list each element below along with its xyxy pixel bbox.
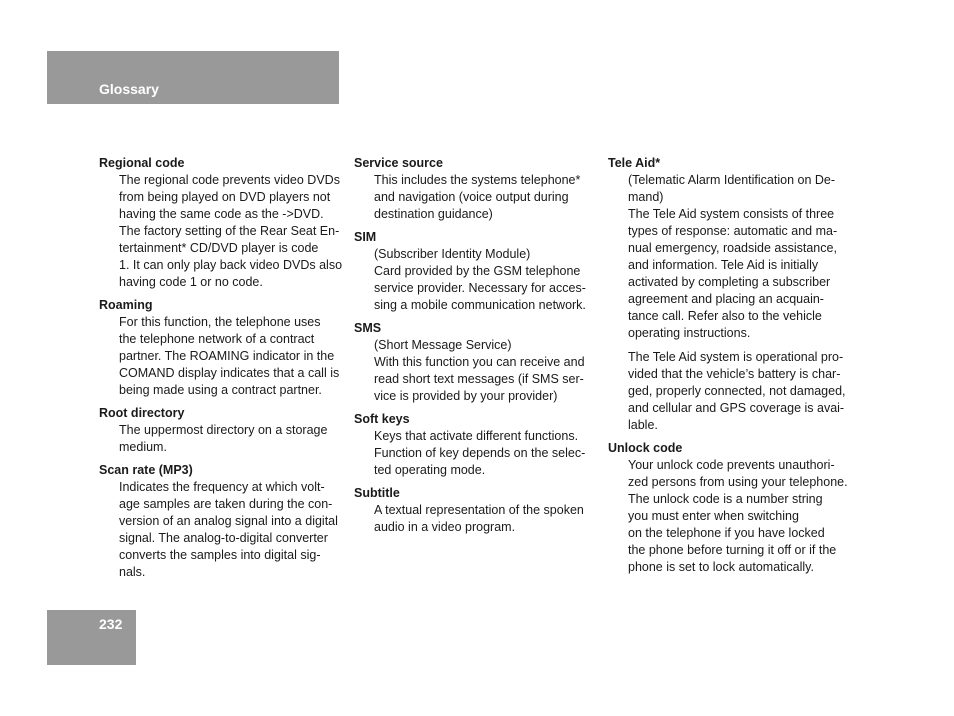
definition-line: medium. bbox=[119, 440, 167, 454]
glossary-entry bbox=[608, 155, 853, 434]
definition-line: COMAND display indicates that a call is bbox=[119, 366, 340, 380]
definition-line: Indicates the frequency at which volt- bbox=[119, 480, 325, 494]
definition-line: on the telephone if you have locked bbox=[628, 526, 825, 540]
definition-line: nals. bbox=[119, 565, 146, 579]
definition-line: The Tele Aid system consists of three bbox=[628, 207, 835, 221]
definition-line: partner. The ROAMING indicator in the bbox=[119, 349, 335, 363]
definition-line: A textual representation of the spoken bbox=[374, 503, 584, 517]
definition-line: having the same code as the ->DVD. bbox=[119, 207, 324, 221]
definition-line: read short text messages (if SMS ser- bbox=[374, 372, 584, 386]
definition-line: mand) bbox=[628, 190, 664, 204]
definition-line: being made using a contract partner. bbox=[119, 383, 322, 397]
page-title: Glossary bbox=[99, 81, 159, 97]
definition-line: having code 1 or no code. bbox=[119, 275, 263, 289]
glossary-term: Tele Aid* bbox=[608, 156, 661, 170]
page-number: 232 bbox=[99, 616, 123, 632]
glossary-entry bbox=[99, 297, 344, 399]
definition-line: (Telematic Alarm Identification on De- bbox=[628, 173, 836, 187]
glossary-term: Roaming bbox=[99, 298, 153, 312]
definition-line: agreement and placing an acquain- bbox=[628, 292, 824, 306]
definition-line: nual emergency, roadside assistance, bbox=[628, 241, 837, 255]
definition-line: (Subscriber Identity Module) bbox=[374, 247, 531, 261]
definition-line: service provider. Necessary for acces- bbox=[374, 281, 586, 295]
definition-line: phone is set to lock automatically. bbox=[628, 560, 814, 574]
definition-line: tertainment* CD/DVD player is code bbox=[119, 241, 319, 255]
definition-line: you must enter when switching bbox=[628, 509, 799, 523]
page-number-box bbox=[47, 610, 136, 665]
definition-line: For this function, the telephone uses bbox=[119, 315, 321, 329]
definition-line: sing a mobile communication network. bbox=[374, 298, 586, 312]
glossary-term: Soft keys bbox=[354, 412, 410, 426]
glossary-term: Root directory bbox=[99, 406, 185, 420]
definition-line: ged, properly connected, not damaged, bbox=[628, 384, 846, 398]
glossary-entry bbox=[354, 320, 599, 405]
glossary-term: SIM bbox=[354, 230, 377, 244]
definition-line: signal. The analog-to-digital converter bbox=[119, 531, 328, 545]
glossary-entry bbox=[99, 405, 344, 456]
definition-line: lable. bbox=[628, 418, 658, 432]
definition-line: The factory setting of the Rear Seat En- bbox=[119, 224, 340, 238]
glossary-entry bbox=[99, 155, 344, 291]
definition-line: destination guidance) bbox=[374, 207, 493, 221]
glossary-term: Service source bbox=[354, 156, 443, 170]
definition-line: and information. Tele Aid is initially bbox=[628, 258, 819, 272]
glossary-term: Unlock code bbox=[608, 441, 683, 455]
definition-line: vice is provided by your provider) bbox=[374, 389, 558, 403]
definition-line: from being played on DVD players not bbox=[119, 190, 331, 204]
glossary-column-3 bbox=[608, 155, 853, 582]
glossary-column-1 bbox=[99, 155, 344, 587]
definition-line: Card provided by the GSM telephone bbox=[374, 264, 581, 278]
glossary-entry bbox=[354, 485, 599, 536]
definition-line: and cellular and GPS coverage is avai- bbox=[628, 401, 845, 415]
definition-line: Keys that activate different functions. bbox=[374, 429, 579, 443]
glossary-column-2 bbox=[354, 155, 599, 542]
glossary-term: Regional code bbox=[99, 156, 185, 170]
glossary-term: SMS bbox=[354, 321, 382, 335]
definition-line: Your unlock code prevents unauthori- bbox=[628, 458, 835, 472]
definition-line: With this function you can receive and bbox=[374, 355, 585, 369]
definition-line: The unlock code is a number string bbox=[628, 492, 823, 506]
header-bar bbox=[47, 51, 339, 104]
glossary-term: Scan rate (MP3) bbox=[99, 463, 193, 477]
definition-line: The uppermost directory on a storage bbox=[119, 423, 328, 437]
glossary-entry bbox=[354, 229, 599, 314]
definition-line: vided that the vehicle’s battery is char- bbox=[628, 367, 841, 381]
glossary-entry bbox=[354, 155, 599, 223]
definition-line: and navigation (voice output during bbox=[374, 190, 569, 204]
definition-line: the phone before turning it off or if the bbox=[628, 543, 837, 557]
definition-line: 1. It can only play back video DVDs also bbox=[119, 258, 343, 272]
definition-line: activated by completing a subscriber bbox=[628, 275, 831, 289]
glossary-entry bbox=[608, 440, 853, 576]
definition-line: tance call. Refer also to the vehicle bbox=[628, 309, 822, 323]
definition-line: The regional code prevents video DVDs bbox=[119, 173, 340, 187]
definition-line: converts the samples into digital sig- bbox=[119, 548, 321, 562]
definition-line: zed persons from using your telephone. bbox=[628, 475, 848, 489]
definition-line: version of an analog signal into a digital bbox=[119, 514, 338, 528]
definition-line: This includes the systems telephone* bbox=[374, 173, 581, 187]
definition-line: The Tele Aid system is operational pro- bbox=[628, 350, 844, 364]
definition-line: (Short Message Service) bbox=[374, 338, 512, 352]
definition-line: age samples are taken during the con- bbox=[119, 497, 333, 511]
glossary-entry bbox=[99, 462, 344, 581]
definition-line: ted operating mode. bbox=[374, 463, 486, 477]
glossary-term: Subtitle bbox=[354, 486, 400, 500]
definition-line: types of response: automatic and ma- bbox=[628, 224, 838, 238]
definition-line: Function of key depends on the selec- bbox=[374, 446, 586, 460]
definition-line: operating instructions. bbox=[628, 326, 751, 340]
definition-line: audio in a video program. bbox=[374, 520, 516, 534]
glossary-entry bbox=[354, 411, 599, 479]
definition-line: the telephone network of a contract bbox=[119, 332, 315, 346]
